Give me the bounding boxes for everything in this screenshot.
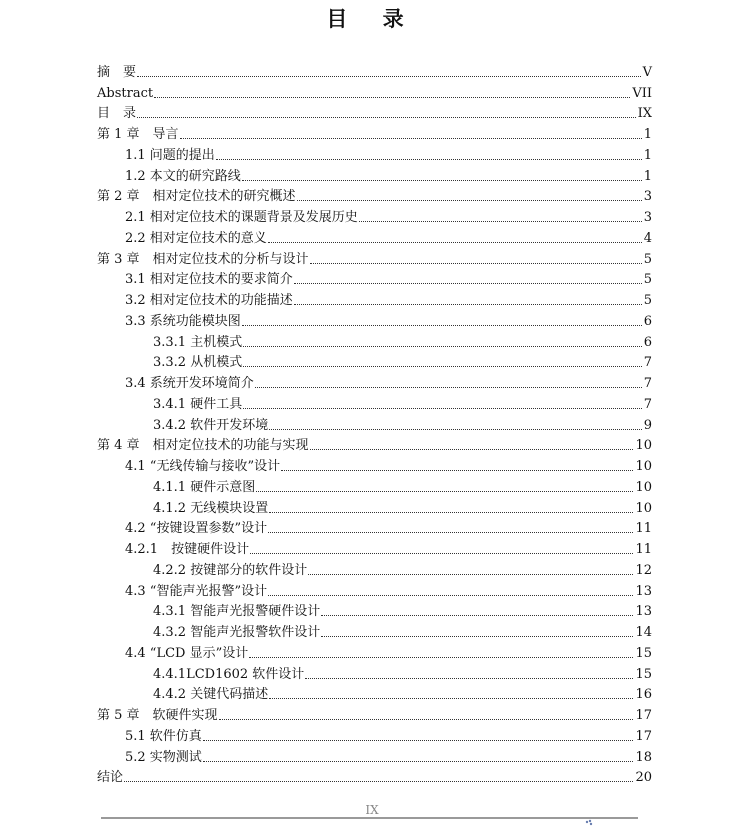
toc-entry[interactable] [97,453,652,474]
toc-entry-page: 1 [643,168,652,184]
toc-entry-page: 10 [635,479,652,495]
dot-leader [219,719,634,720]
toc-entry-label: 3.3.2 从机模式 [153,355,243,371]
toc-entry[interactable] [97,640,652,661]
dot-leader [137,76,641,77]
toc-entry-label: 摘 要 [97,64,137,80]
toc-entry[interactable] [97,163,652,184]
toc-entry-page: 14 [635,625,652,640]
toc-entry-page: 5 [643,293,652,308]
dot-leader [305,678,633,679]
dot-leader [281,470,633,471]
dot-leader [297,200,642,201]
toc-entry-label: 3.4.2 软件开发环境 [153,417,269,433]
toc-entry-label: 5.1 软件仿真 [125,728,202,744]
toc-entry-label: Abstract [97,85,154,101]
toc-entry[interactable] [97,682,652,703]
toc-entry[interactable] [97,619,652,640]
toc-entry[interactable] [97,225,652,246]
toc-entry[interactable] [97,599,652,620]
toc-entry[interactable] [97,287,652,308]
toc-entry-page: 1 [643,127,652,142]
toc-entry-page: 3 [643,210,652,225]
toc-entry[interactable] [97,370,652,391]
toc-entry-label: 4.2 “按键设置参数”设计 [125,521,268,537]
dot-leader [216,159,642,160]
toc-entry[interactable] [97,350,652,371]
toc-entry-label: 3.1 相对定位技术的要求简介 [125,272,293,288]
dot-leader [321,615,633,616]
toc-entry-page: 13 [635,604,652,620]
toc-entry-label: 4.3 “智能声光报警”设计 [125,583,268,599]
toc-entry-page: 6 [643,334,652,350]
toc-entry-page: 20 [635,770,652,786]
toc-entry-page: 13 [635,583,652,599]
toc-entry-label: 5.2 实物测试 [125,749,202,765]
toc-entry-label: 3.3.1 主机模式 [153,334,243,350]
toc-entry-label: 2.2 相对定位技术的意义 [125,230,267,246]
toc-entry-label: 第 5 章 软硬件实现 [97,708,218,723]
paragraph-mark-icon [584,818,594,826]
dot-leader [269,429,642,430]
toc-entry[interactable] [97,765,652,786]
toc-entry-label: 第 2 章 相对定位技术的研究概述 [97,189,296,205]
dot-leader [294,304,642,305]
toc-entry[interactable] [97,474,652,495]
toc-entry[interactable] [97,661,652,682]
toc-entry-label: 第 4 章 相对定位技术的功能与实现 [97,438,309,454]
toc-entry-page: 17 [635,728,652,744]
toc-entry-page: 18 [635,749,652,765]
toc-entry[interactable] [97,101,652,122]
toc-entry[interactable] [97,267,652,288]
toc-entry[interactable] [97,329,652,350]
toc-entry-page: 11 [635,542,652,557]
toc-entry-page: 16 [635,687,652,703]
toc-entry-page: 12 [635,562,652,578]
toc-entry[interactable] [97,204,652,225]
toc-entry[interactable] [97,184,652,205]
page-title: 目 录 [326,6,418,31]
dot-leader [243,346,642,347]
toc-entry-label: 4.2.1 按键硬件设计 [125,542,250,557]
toc-entry-page: VII [632,85,652,101]
toc-entry-page: IX [637,106,652,122]
toc-entry[interactable] [97,557,652,578]
dot-leader [269,512,633,513]
dot-leader [321,636,633,637]
dot-leader [294,283,642,284]
toc-entry-label: 目 录 [97,106,137,122]
toc-entry-label: 4.1 “无线传输与接收”设计 [125,459,281,474]
toc-entry[interactable] [97,308,652,329]
toc-entry-page: 5 [643,251,652,267]
toc-entry-page: 7 [643,355,652,371]
toc-entry-label: 3.2 相对定位技术的功能描述 [125,293,293,308]
dot-leader [308,574,633,575]
dot-leader [255,387,642,388]
toc-entry-page: 9 [643,417,652,433]
toc-entry-page: 1 [643,147,652,163]
toc-entry-page: 4 [643,230,652,246]
toc-entry[interactable] [97,80,652,101]
dot-leader [242,180,642,181]
dot-leader [243,408,642,409]
toc-entry-label: 4.1.1 硬件示意图 [153,479,256,495]
toc-entry[interactable] [97,59,652,80]
toc-entry-page: 3 [643,189,652,205]
toc-entry-page: 6 [643,313,652,329]
toc-entry-page: V [642,64,652,80]
dot-leader [137,117,636,118]
toc-entry[interactable] [97,702,652,723]
toc-entry-page: 15 [635,645,652,661]
dot-leader [256,491,633,492]
dot-leader [203,761,634,762]
toc-entry-label: 3.3 系统功能模块图 [125,313,241,329]
dot-leader [310,263,642,264]
toc-entry-page: 11 [635,521,652,537]
dot-leader [269,698,633,699]
toc-entry-label: 第 3 章 相对定位技术的分析与设计 [97,251,309,267]
toc-entry-page: 10 [635,459,652,474]
dot-leader [180,138,642,139]
footer-page-number: IX [365,803,379,817]
toc-entry[interactable] [97,433,652,454]
footer-divider [101,817,638,819]
toc-entry-label: 第 1 章 导言 [97,127,179,142]
toc-entry[interactable] [97,578,652,599]
toc-entry-label: 1.1 问题的提出 [125,147,215,163]
toc-entry-label: 4.4 “LCD 显示”设计 [125,645,249,661]
toc-entry-label: 结论 [97,770,124,786]
toc-entry-page: 5 [643,272,652,288]
dot-leader [250,553,633,554]
dot-leader [243,366,642,367]
toc-entry-page: 10 [635,438,652,454]
toc-entry-page: 10 [635,500,652,516]
dot-leader [203,740,634,741]
toc-entry-page: 7 [643,396,652,412]
toc-entry[interactable] [97,723,652,744]
table-of-contents [97,59,652,785]
dot-leader [154,97,630,98]
dot-leader [268,532,633,533]
toc-entry-label: 4.1.2 无线模块设置 [153,500,269,516]
toc-entry[interactable] [97,142,652,163]
toc-entry[interactable] [97,495,652,516]
toc-entry-label: 4.4.2 关键代码描述 [153,687,269,703]
toc-entry-label: 4.4.1LCD1602 软件设计 [153,666,305,682]
toc-entry[interactable] [97,246,652,267]
dot-leader [268,242,642,243]
toc-entry-label: 2.1 相对定位技术的课题背景及发展历史 [125,210,358,225]
toc-entry[interactable] [97,744,652,765]
toc-entry-label: 1.2 本文的研究路线 [125,168,241,184]
toc-entry[interactable] [97,391,652,412]
dot-leader [124,781,633,782]
toc-entry[interactable] [97,536,652,557]
toc-entry-label: 3.4 系统开发环境简介 [125,376,254,391]
dot-leader [242,325,642,326]
toc-entry-page: 15 [635,666,652,682]
toc-entry-label: 4.3.1 智能声光报警硬件设计 [153,604,321,620]
dot-leader [359,221,642,222]
toc-entry[interactable] [97,516,652,537]
toc-entry-label: 3.4.1 硬件工具 [153,396,243,412]
toc-entry[interactable] [97,412,652,433]
toc-entry-label: 4.2.2 按键部分的软件设计 [153,562,308,578]
toc-entry-label: 4.3.2 智能声光报警软件设计 [153,625,321,640]
toc-entry-page: 7 [643,376,652,391]
dot-leader [249,657,633,658]
toc-entry-page: 17 [635,708,652,723]
dot-leader [268,595,633,596]
toc-entry[interactable] [97,121,652,142]
dot-leader [310,449,634,450]
